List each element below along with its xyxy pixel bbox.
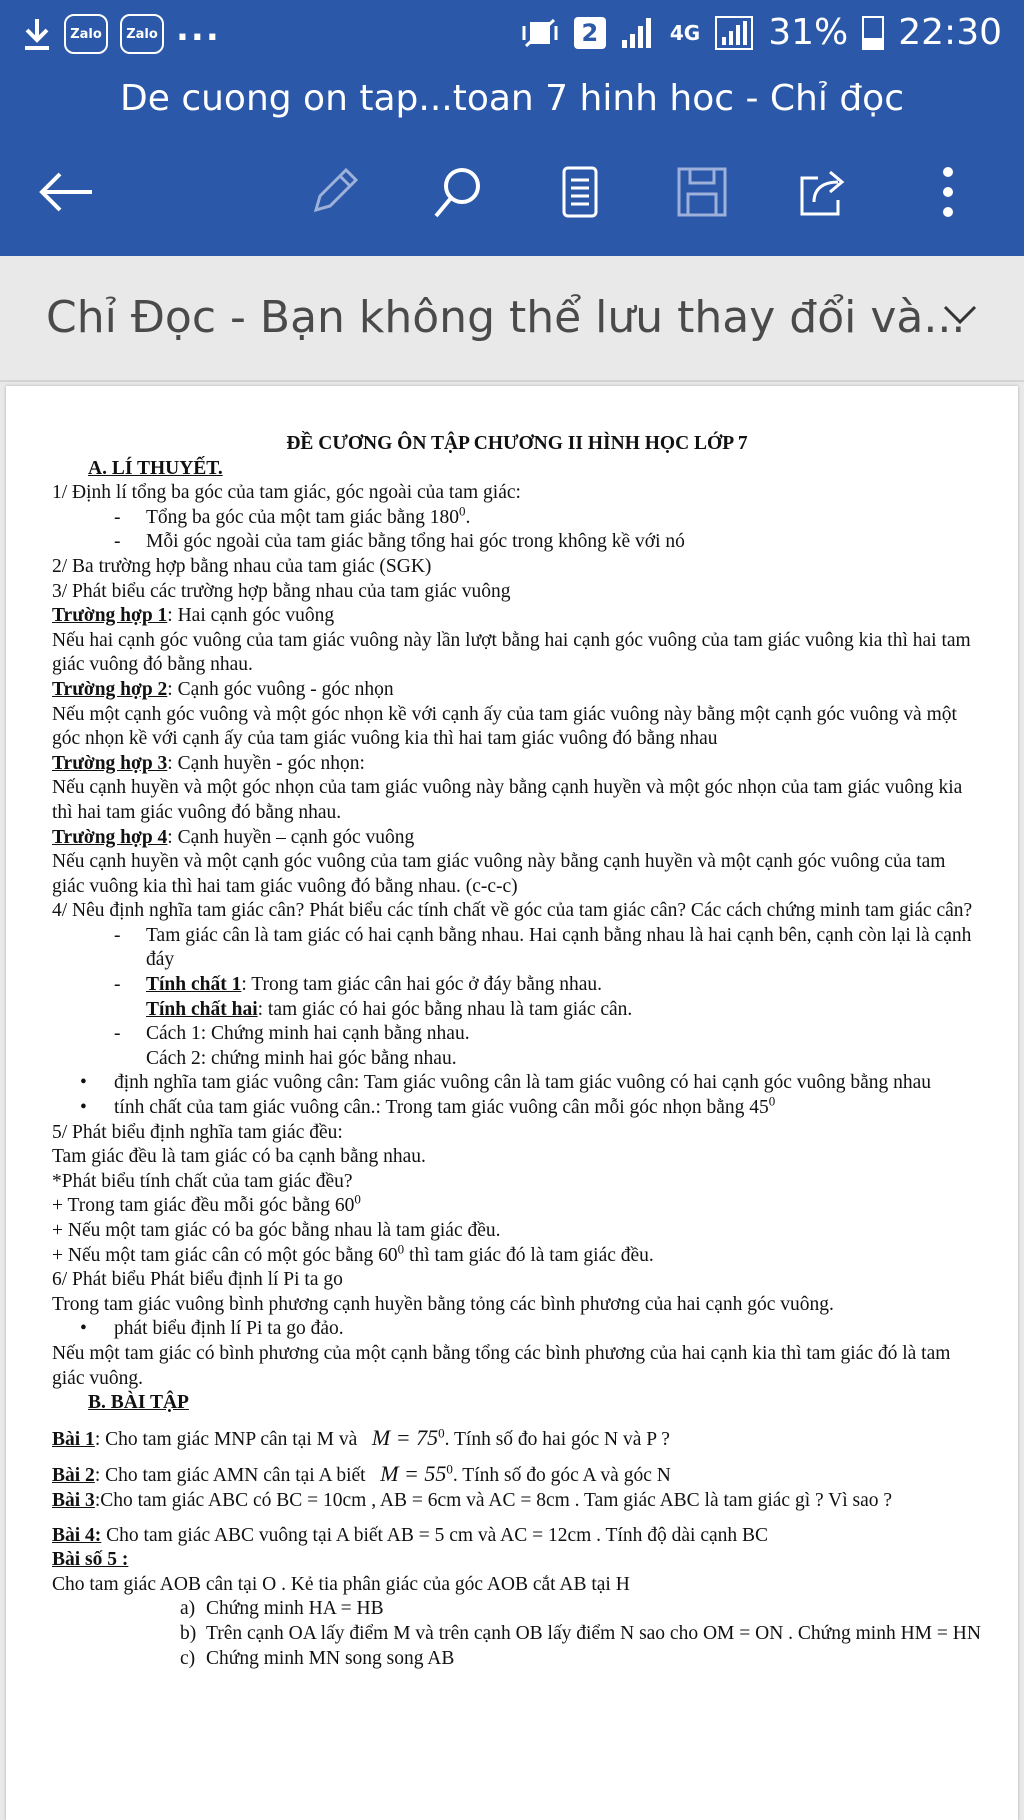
exercise-5-label: Bài số 5 : [52, 1549, 129, 1571]
text: thì tam giác đó là tam giác đều. [404, 1244, 654, 1266]
exercise-text: Cho tam giác ABC vuông tại A biết AB = 5 cm và AC = 12cm . Tính độ dài cạnh BC [101, 1524, 769, 1546]
text: tính chất của tam giác vuông cân.: Trong tam giác vuông cân mỗi góc nhọn bằng 45 [114, 1097, 769, 1119]
section-a-heading: A. LÍ THUYẾT. [88, 457, 223, 479]
theory-subitem: - Tổng ba góc của một tam giác bằng $180^0$. [52, 506, 982, 531]
property-text: : tam giác có hai góc bằng nhau là tam giác cân. [257, 998, 633, 1020]
part-marker: c) [180, 1647, 196, 1669]
clock: 22:30 [898, 12, 1002, 53]
theory-subitem: Cách 2: chứng minh hai góc bằng nhau. [146, 1047, 457, 1069]
read-only-banner[interactable] [0, 256, 1024, 382]
case-label: Trường hợp 2 [52, 678, 168, 700]
theory-text: Nếu một tam giác có bình phương của một cạnh bằng tổng các bình phương của hai cạnh kia thì tam giác đó là tam giác vuông. [52, 1342, 951, 1389]
exercise-text: : Cho tam giác MNP cân tại M và [94, 1428, 358, 1450]
exercise-text: :Cho tam giác ABC có BC = 10cm , AB = 6cm và AC = 8cm . Tam giác ABC là tam giác gì ? Vì sao ? [94, 1489, 893, 1511]
zalo-notification-icon: Zalo [120, 14, 164, 54]
download-icon [22, 17, 52, 51]
back-button[interactable] [36, 162, 96, 222]
exercise-label: Bài 4: [52, 1524, 102, 1546]
exercise-1 [52, 1426, 982, 1453]
vibrate-mute-icon [520, 16, 560, 50]
theory-text [52, 1241, 982, 1269]
theory-subitem [52, 973, 982, 998]
case-title: : Cạnh huyền – cạnh góc vuông [167, 826, 415, 848]
theory-subitem: - Mỗi góc ngoài của tam giác bằng tổng hai góc trong không kề với nó [52, 530, 982, 555]
theory-subitem: - Cách 1: Chứng minh hai cạnh bằng nhau. [52, 1022, 982, 1047]
toolbar [0, 150, 1024, 230]
case-text: Nếu một cạnh góc vuông và một góc nhọn kề với cạnh ấy của tam giác vuông này bằng một cạnh góc vuông và một góc nhọn kề với cạnh ấy của tam giác vuông kia thì hai tam giác vuông đó bằng nhau [52, 703, 957, 750]
save-icon [676, 166, 728, 218]
part-text: Chứng minh HA = HB [206, 1598, 384, 1620]
network-type: 4G [669, 20, 701, 45]
signal-icon [620, 16, 656, 50]
case-title: : Cạnh huyền - góc nhọn: [167, 752, 365, 774]
more-notifications: ... [176, 9, 221, 49]
back-arrow-icon [38, 172, 94, 212]
exercise-2 [52, 1462, 982, 1489]
math-expression: M = 55 [380, 1461, 447, 1487]
app-header [0, 0, 1024, 256]
part-text: Trên cạnh OA lấy điểm M và trên cạnh OB lấy điểm N sao cho OM = ON . Chứng minh HM = HN [206, 1622, 981, 1644]
case-label: Trường hợp 3 [52, 752, 168, 774]
property-label: Tính chất hai [146, 998, 258, 1020]
case-heading [52, 604, 982, 629]
case-label: Trường hợp 1 [52, 605, 168, 627]
theory-subitem: - Tam giác cân là tam giác có hai cạnh bằng nhau. Hai cạnh bằng nhau là hai cạnh bên, cạnh còn lại là cạnh đáy [52, 924, 982, 973]
signal-icon-2 [714, 15, 754, 51]
property-text: : Trong tam giác cân hai góc ở đáy bằng nhau. [241, 974, 603, 996]
case-heading [52, 678, 982, 703]
theory-item: 5/ Phát biểu định nghĩa tam giác đều: [52, 1121, 343, 1143]
theory-text: *Phát biểu tính chất của tam giác đều? [52, 1170, 353, 1192]
read-mode-icon [560, 164, 600, 220]
edit-pencil-icon [306, 164, 362, 220]
exercise-text: . Tính số đo hai góc N và P ? [444, 1428, 670, 1450]
document-title: De cuong on tap...toan 7 hinh hoc - Chỉ đọc [120, 78, 904, 119]
case-text: Nếu hai cạnh góc vuông của tam giác vuông này lần lượt bằng hai cạnh góc vuông của tam giác vuông kia thì hai tam giác vuông đó bằng nhau. [52, 629, 971, 676]
degree: 0 [459, 503, 466, 519]
case-title: : Hai cạnh góc vuông [167, 605, 335, 627]
exercise-5-text: Cho tam giác AOB cân tại O . Kẻ tia phân giác của góc AOB cắt AB tại H [52, 1573, 630, 1595]
more-options-button[interactable] [918, 162, 978, 222]
doc-heading: ĐỀ CƯƠNG ÔN TẬP CHƯƠNG II HÌNH HỌC LỚP 7 [286, 433, 748, 454]
chevron-down-icon[interactable] [942, 304, 978, 326]
exercise-label: Bài 1 [52, 1428, 95, 1450]
degree: 0 [397, 1241, 405, 1257]
read-mode-button[interactable] [550, 162, 610, 222]
degree: 0 [354, 1191, 361, 1207]
text: Tổng ba góc của một tam giác bằng 180 [146, 506, 459, 528]
theory-text [52, 1191, 982, 1219]
status-bar [0, 0, 1024, 72]
search-button[interactable] [428, 162, 488, 222]
case-title: : Cạnh góc vuông - góc nhọn [167, 678, 394, 700]
theory-item: 1/ Định lí tổng ba góc của tam giác, góc ngoài của tam giác: [52, 482, 521, 504]
text: + Trong tam giác đều mỗi góc bằng 60 [52, 1195, 355, 1217]
document-content [52, 432, 982, 1671]
theory-item: 6/ Phát biểu Phát biểu định lí Pi ta go [52, 1269, 343, 1291]
math-expression: M = 75 [371, 1424, 439, 1450]
more-icon [938, 164, 958, 220]
section-b-heading: B. BÀI TẬP [88, 1392, 189, 1414]
sim-indicator: 2 [574, 17, 606, 49]
property-label: Tính chất 1 [146, 974, 242, 996]
share-icon [796, 166, 852, 218]
save-button[interactable] [672, 162, 732, 222]
document-page[interactable] [6, 386, 1018, 1820]
search-icon [430, 164, 486, 220]
share-button[interactable] [794, 162, 854, 222]
case-label: Trường hợp 4 [52, 826, 168, 848]
bullet-item: • phát biểu định lí Pi ta go đảo. [52, 1317, 982, 1342]
part-marker: b) [180, 1622, 197, 1644]
theory-text: Tam giác đều là tam giác có ba cạnh bằng nhau. [52, 1146, 426, 1168]
exercise-part [52, 1647, 982, 1672]
exercise-label: Bài 3 [52, 1489, 95, 1511]
exercise-label: Bài 2 [52, 1465, 95, 1487]
zalo-notification-icon: Zalo [64, 14, 108, 54]
case-text: Nếu cạnh huyền và một cạnh góc vuông của tam giác vuông này bằng cạnh huyền và một cạnh góc vuông của tam giác vuông kia thì hai tam giác vuông đó bằng nhau. (c-c-c) [52, 851, 946, 897]
exercise-part [52, 1597, 982, 1622]
exercise-part [52, 1622, 982, 1647]
battery-icon [862, 16, 884, 50]
theory-text: + Nếu một tam giác có ba góc bằng nhau là tam giác đều. [52, 1220, 501, 1241]
edit-button[interactable] [304, 162, 364, 222]
theory-item: 4/ Nêu định nghĩa tam giác cân? Phát biểu các tính chất về góc của tam giác cân? Các cách chứng minh tam giác cân? [52, 900, 973, 922]
case-heading [52, 826, 982, 851]
exercise-4 [52, 1524, 982, 1549]
part-text: Chứng minh MN song song AB [206, 1647, 455, 1669]
battery-percent: 31% [768, 12, 849, 53]
theory-item: 2/ Ba trường hợp bằng nhau của tam giác (SGK) [52, 555, 432, 577]
bullet-item [52, 1093, 982, 1121]
theory-subitem [52, 998, 982, 1023]
exercise-text: . Tính số đo góc A và góc N [452, 1465, 671, 1487]
text: + Nếu một tam giác cân có một góc bằng 60 [52, 1244, 398, 1266]
degree: 0 [768, 1093, 776, 1109]
degree: 0 [446, 1461, 453, 1477]
part-marker: a) [180, 1598, 196, 1620]
case-heading [52, 752, 982, 777]
degree: 0 [438, 1425, 445, 1441]
case-text: Nếu cạnh huyền và một góc nhọn của tam giác vuông này bằng cạnh huyền và một góc nhọn của tam giác vuông kia thì hai tam giác vuông đó bằng nhau. [52, 777, 963, 823]
read-only-message: Chỉ Đọc - Bạn không thể lưu thay đổi và... [46, 292, 966, 343]
bullet-item: • định nghĩa tam giác vuông cân: Tam giác vuông cân là tam giác vuông có hai cạnh góc vuông bằng nhau [52, 1071, 982, 1096]
exercise-3 [52, 1489, 982, 1514]
theory-item: 3/ Phát biểu các trường hợp bằng nhau của tam giác vuông [52, 580, 511, 602]
exercise-text: : Cho tam giác AMN cân tại A biết [94, 1465, 366, 1487]
theory-text: Trong tam giác vuông bình phương cạnh huyền bằng tỏng các bình phương của hai cạnh góc vuông. [52, 1293, 834, 1315]
